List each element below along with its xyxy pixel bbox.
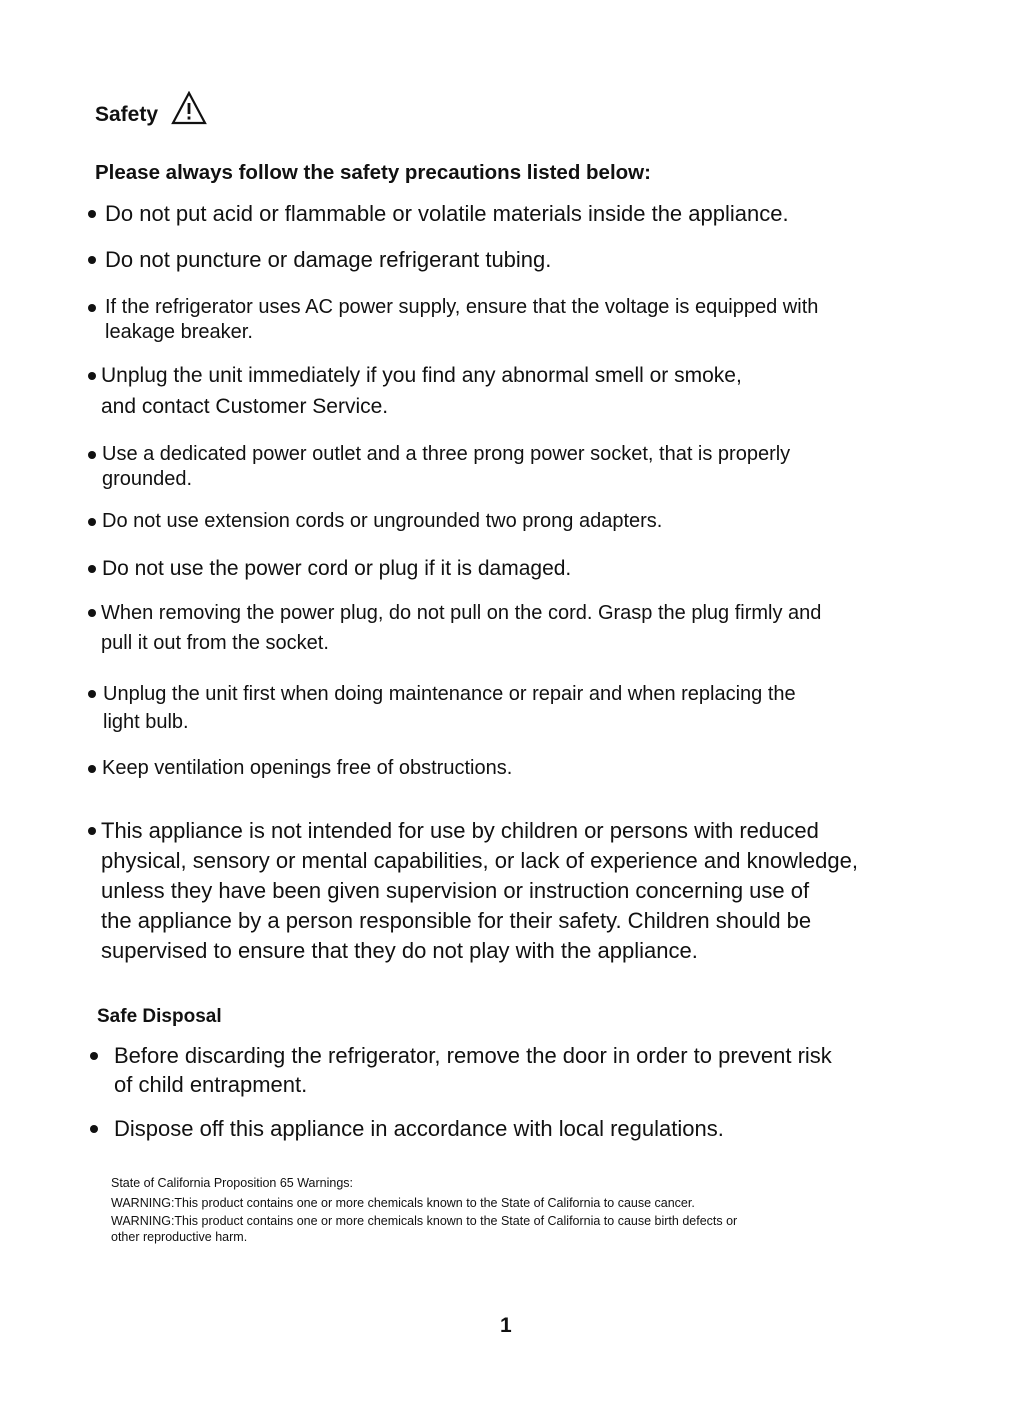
list-item-text: Unplug the unit first when doing maintenance or repair and when replacing the light bulb. bbox=[103, 683, 796, 733]
list-item-text: Dispose off this appliance in accordance with local regulations. bbox=[114, 1116, 724, 1141]
bullet-icon bbox=[88, 765, 96, 773]
bullet-icon bbox=[88, 518, 96, 526]
list-item-text: Before discarding the refrigerator, remove the door in order to prevent risk of child entrapment. bbox=[114, 1043, 832, 1097]
prop65-warning-cancer: WARNING:This product contains one or more chemicals known to the State of California to cause cancer. bbox=[111, 1196, 695, 1210]
bullet-icon bbox=[90, 1052, 98, 1060]
page-number: 1 bbox=[500, 1314, 512, 1337]
list-item bbox=[88, 816, 968, 966]
bullet-icon bbox=[88, 210, 96, 218]
list-item bbox=[88, 360, 968, 422]
bullet-icon bbox=[88, 372, 96, 380]
list-item bbox=[88, 756, 968, 781]
list-item bbox=[88, 598, 968, 658]
list-item-text: This appliance is not intended for use by children or persons with reduced physical, sensory or mental capabilities, or lack of experience and knowledge, unless they have been given supervision or instruction concerning use of the appliance by a person responsible for their safety. Children should be supervised to ensure that they do not play with the appliance. bbox=[101, 818, 858, 963]
intro-heading: Please always follow the safety precautions listed below: bbox=[95, 161, 651, 184]
bullet-icon bbox=[88, 256, 96, 264]
bullet-icon bbox=[90, 1125, 98, 1133]
prop65-heading: State of California Proposition 65 Warnings: bbox=[111, 1176, 354, 1190]
bullet-icon bbox=[88, 451, 96, 459]
list-item-text: Do not puncture or damage refrigerant tubing. bbox=[105, 247, 552, 272]
disposal-title: Safe Disposal bbox=[97, 1006, 222, 1027]
list-item-text: Use a dedicated power outlet and a three prong power socket, that is properly grounded. bbox=[102, 443, 791, 490]
bullet-icon bbox=[88, 565, 96, 573]
bullet-icon bbox=[88, 304, 96, 312]
list-item-text: Unplug the unit immediately if you find any abnormal smell or smoke, and contact Customer Service. bbox=[101, 364, 742, 418]
list-item-text: Do not use the power cord or plug if it is damaged. bbox=[102, 557, 572, 580]
list-item-text: Do not put acid or flammable or volatile materials inside the appliance. bbox=[105, 201, 789, 226]
list-item bbox=[88, 509, 968, 534]
list-item bbox=[90, 1041, 970, 1099]
bullet-icon bbox=[88, 690, 96, 698]
warning-triangle-icon bbox=[171, 91, 207, 125]
page-title: Safety bbox=[95, 103, 159, 126]
list-item-text: If the refrigerator uses AC power supply, ensure that the voltage is equipped with leakage breaker. bbox=[105, 296, 819, 343]
list-item bbox=[90, 1114, 970, 1143]
bullet-icon bbox=[88, 609, 96, 617]
list-item bbox=[88, 199, 968, 228]
list-item-text: Keep ventilation openings free of obstructions. bbox=[102, 757, 513, 779]
list-item bbox=[88, 442, 968, 492]
bullet-icon bbox=[88, 827, 96, 835]
list-item-text: Do not use extension cords or ungrounded two prong adapters. bbox=[102, 510, 663, 532]
prop65-warning-birth-defects: WARNING:This product contains one or more chemicals known to the State of California to cause birth defects or other reproductive harm. bbox=[111, 1214, 738, 1244]
list-item-text: When removing the power plug, do not pull on the cord. Grasp the plug firmly and pull it out from the socket. bbox=[101, 602, 822, 654]
list-item bbox=[88, 680, 968, 736]
list-item bbox=[88, 295, 968, 345]
list-item bbox=[88, 245, 968, 274]
list-item bbox=[88, 553, 968, 584]
